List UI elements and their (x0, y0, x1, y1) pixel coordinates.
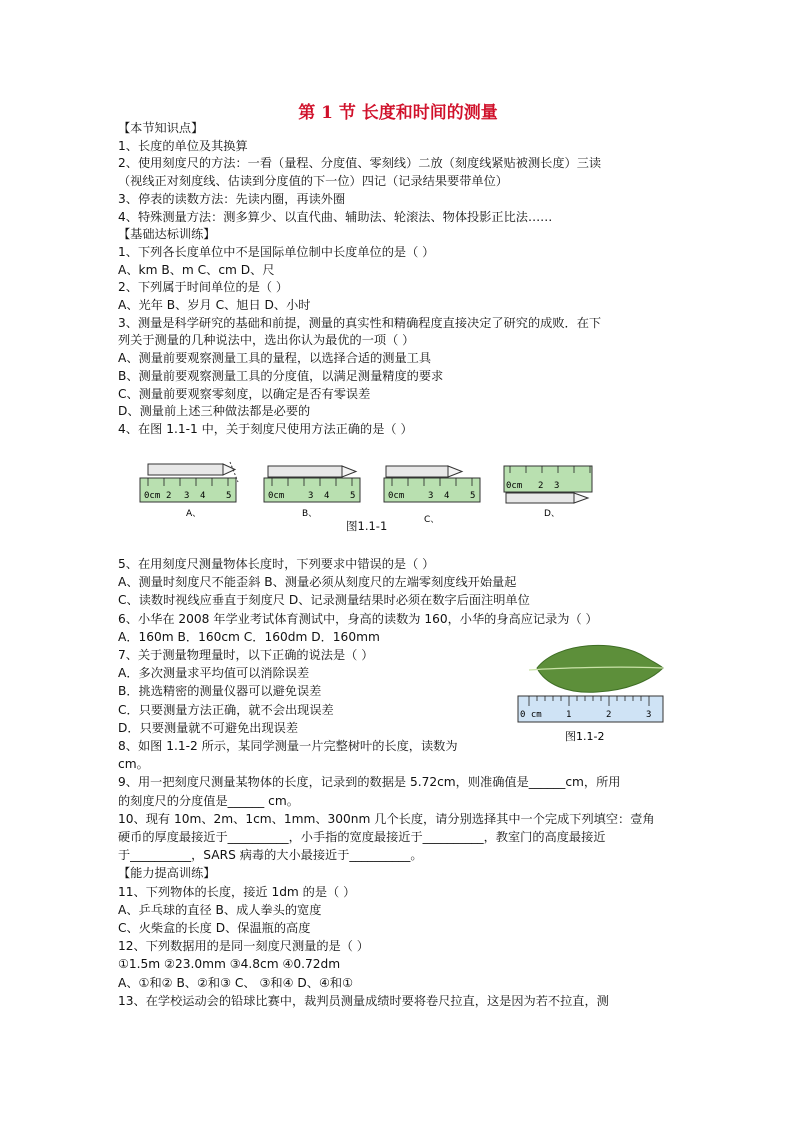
tick-label: 0cm (144, 491, 161, 501)
text-line: 4、特殊测量方法：测多算少、以直代曲、辅助法、轮滚法、物体投影正比法…… (118, 209, 553, 224)
text-line: A、测量前要观察测量工具的量程，以选择合适的测量工具 (118, 351, 432, 366)
text-line: 11、下列物体的长度，接近 1dm 的是（ ） (118, 884, 356, 899)
tick-label: 5 (470, 491, 476, 501)
text-line: 列关于测量的几种说法中，选出你认为最优的一项（ ） (118, 333, 415, 348)
text-line: C．只要测量方法正确，就不会出现误差 (118, 702, 334, 717)
tick-label: 2 (538, 481, 544, 491)
text-line: 5、在用刻度尺测量物体长度时，下列要求中错误的是（ ） (118, 557, 435, 571)
tick-label: 3 (308, 491, 314, 501)
text-line: C、火柴盒的长度 D、保温瓶的高度 (118, 921, 311, 935)
text-line: B、测量前要观察测量工具的分度值，以满足测量精度的要求 (118, 368, 444, 383)
figure-1-1-caption: 图1.1-1 (346, 519, 388, 533)
text-line: B．挑选精密的测量仪器可以避免误差 (118, 684, 322, 699)
tick-label: 4 (324, 491, 330, 501)
tick-label: 5 (350, 491, 356, 501)
tick-label: 4 (444, 491, 450, 501)
ruler-diagram-c (384, 466, 480, 525)
option-label-b: B、 (302, 509, 318, 519)
text-line: 12、下列数据用的是同一刻度尺测量的是（ ） (118, 939, 369, 954)
text-line: 1、长度的单位及其换算 (118, 138, 248, 153)
text-line: A、测量时刻度尺不能歪斜 B、测量必须从刻度尺的左端零刻度线开始量起 (118, 575, 517, 590)
page-title: 第 1 节 长度和时间的测量 (298, 103, 498, 123)
text-line: 3、测量是科学研究的基础和前提，测量的真实性和精确程度直接决定了研究的成败．在下 (118, 315, 602, 330)
text-line: （视线正对刻度线、估读到分度值的下一位）四记（记录结果要带单位） (118, 174, 508, 189)
text-line: 2、下列属于时间单位的是（ ） (118, 280, 289, 295)
tick-label: 4 (200, 491, 206, 501)
tick-label: 0cm (268, 491, 285, 501)
text-line: 【能力提高训练】 (118, 866, 216, 881)
text-line: A、光年 B、岁月 C、旭日 D、小时 (118, 298, 311, 312)
figure-1-2 (517, 640, 665, 745)
text-line: C、测量前要观察零刻度，以确定是否有零误差 (118, 386, 371, 401)
text-line: 10、现有 10m、2m、1cm、1mm、300nm 几个长度，请分别选择其中一个完成下列填空：壹角 (118, 811, 655, 826)
text-line: 1、下列各长度单位中不是国际单位制中长度单位的是（ ） (118, 244, 435, 259)
text-line: 的刻度尺的分度值是______ cm。 (118, 793, 299, 808)
text-line: D、测量前上述三种做法都是必要的 (118, 404, 311, 419)
tick-label: 3 (428, 491, 434, 501)
text-line: A．多次测量求平均值可以消除误差 (118, 666, 310, 681)
tick-label: 3 (184, 491, 190, 501)
text-line: 【本节知识点】 (118, 121, 204, 135)
ruler-diagram-b (264, 466, 360, 519)
tick-label: 5 (226, 491, 232, 501)
tick-label: 2 (166, 491, 172, 501)
text-line: 6、小华在 2008 年学业考试体育测试中，身高的读数为 160，小华的身高应记录为（ ） (118, 611, 598, 626)
figure-1-2-caption: 图1.1-2 (565, 730, 605, 743)
text-line: A．160m B．160cm C．160dm D．160mm (118, 629, 380, 644)
text-line: 8、如图 1.1-2 所示，某同学测量一片完整树叶的长度，读数为 (118, 739, 458, 753)
text-line: 【基础达标训练】 (118, 227, 216, 242)
tick-label: 1 (566, 710, 572, 720)
text-line: 4、在图 1.1-1 中，关于刻度尺使用方法正确的是（ ） (118, 421, 413, 436)
option-label-a: A、 (186, 509, 202, 519)
ruler-diagram-d (504, 466, 592, 519)
text-line: ①1.5m ②23.0mm ③4.8cm ④0.72dm (118, 957, 341, 972)
text-line: cm。 (118, 757, 149, 772)
text-line: 7、关于测量物理量时，以下正确的说法是（ ） (118, 648, 374, 662)
tick-label: 0cm (506, 481, 523, 491)
text-line: C、读数时视线应垂直于刻度尺 D、记录测量结果时必须在数字后面注明单位 (118, 593, 530, 608)
option-label-d: D、 (544, 509, 560, 519)
text-line: 9、用一把刻度尺测量某物体的长度，记录到的数据是 5.72cm，则准确值是______cm，所用 (118, 775, 621, 790)
text-line: 硬币的厚度最接近于__________，小手指的宽度最接近于__________，教室门的高度最接近 (118, 830, 606, 844)
text-line: A、km B、m C、cm D、尺 (118, 262, 275, 277)
text-line: D．只要测量就不可避免出现误差 (118, 720, 299, 735)
text-line: 13、在学校运动会的铅球比赛中，裁判员测量成绩时要将卷尺拉直，这是因为若不拉直，测 (118, 993, 609, 1008)
tick-label: 0cm (388, 491, 405, 501)
tick-label: 3 (554, 481, 560, 491)
option-label-c: C、 (424, 515, 440, 525)
ruler-diagram-a (140, 462, 238, 519)
tick-label: 0 cm (520, 710, 542, 720)
text-line: A、乒乓球的直径 B、成人拳头的宽度 (118, 902, 322, 917)
text-line: 3、停表的读数方法：先读内圈，再读外圈 (118, 191, 346, 206)
tick-label: 2 (606, 710, 612, 720)
text-line: 于__________，SARS 病毒的大小最接近于__________。 (118, 848, 423, 863)
text-line: A、①和② B、②和③ C、 ③和④ D、④和① (118, 975, 353, 990)
text-line: 2、使用刻度尺的方法：一看（量程、分度值、零刻线）二放（刻度线紧贴被测长度）三读 (118, 156, 602, 171)
tick-label: 3 (646, 710, 652, 720)
